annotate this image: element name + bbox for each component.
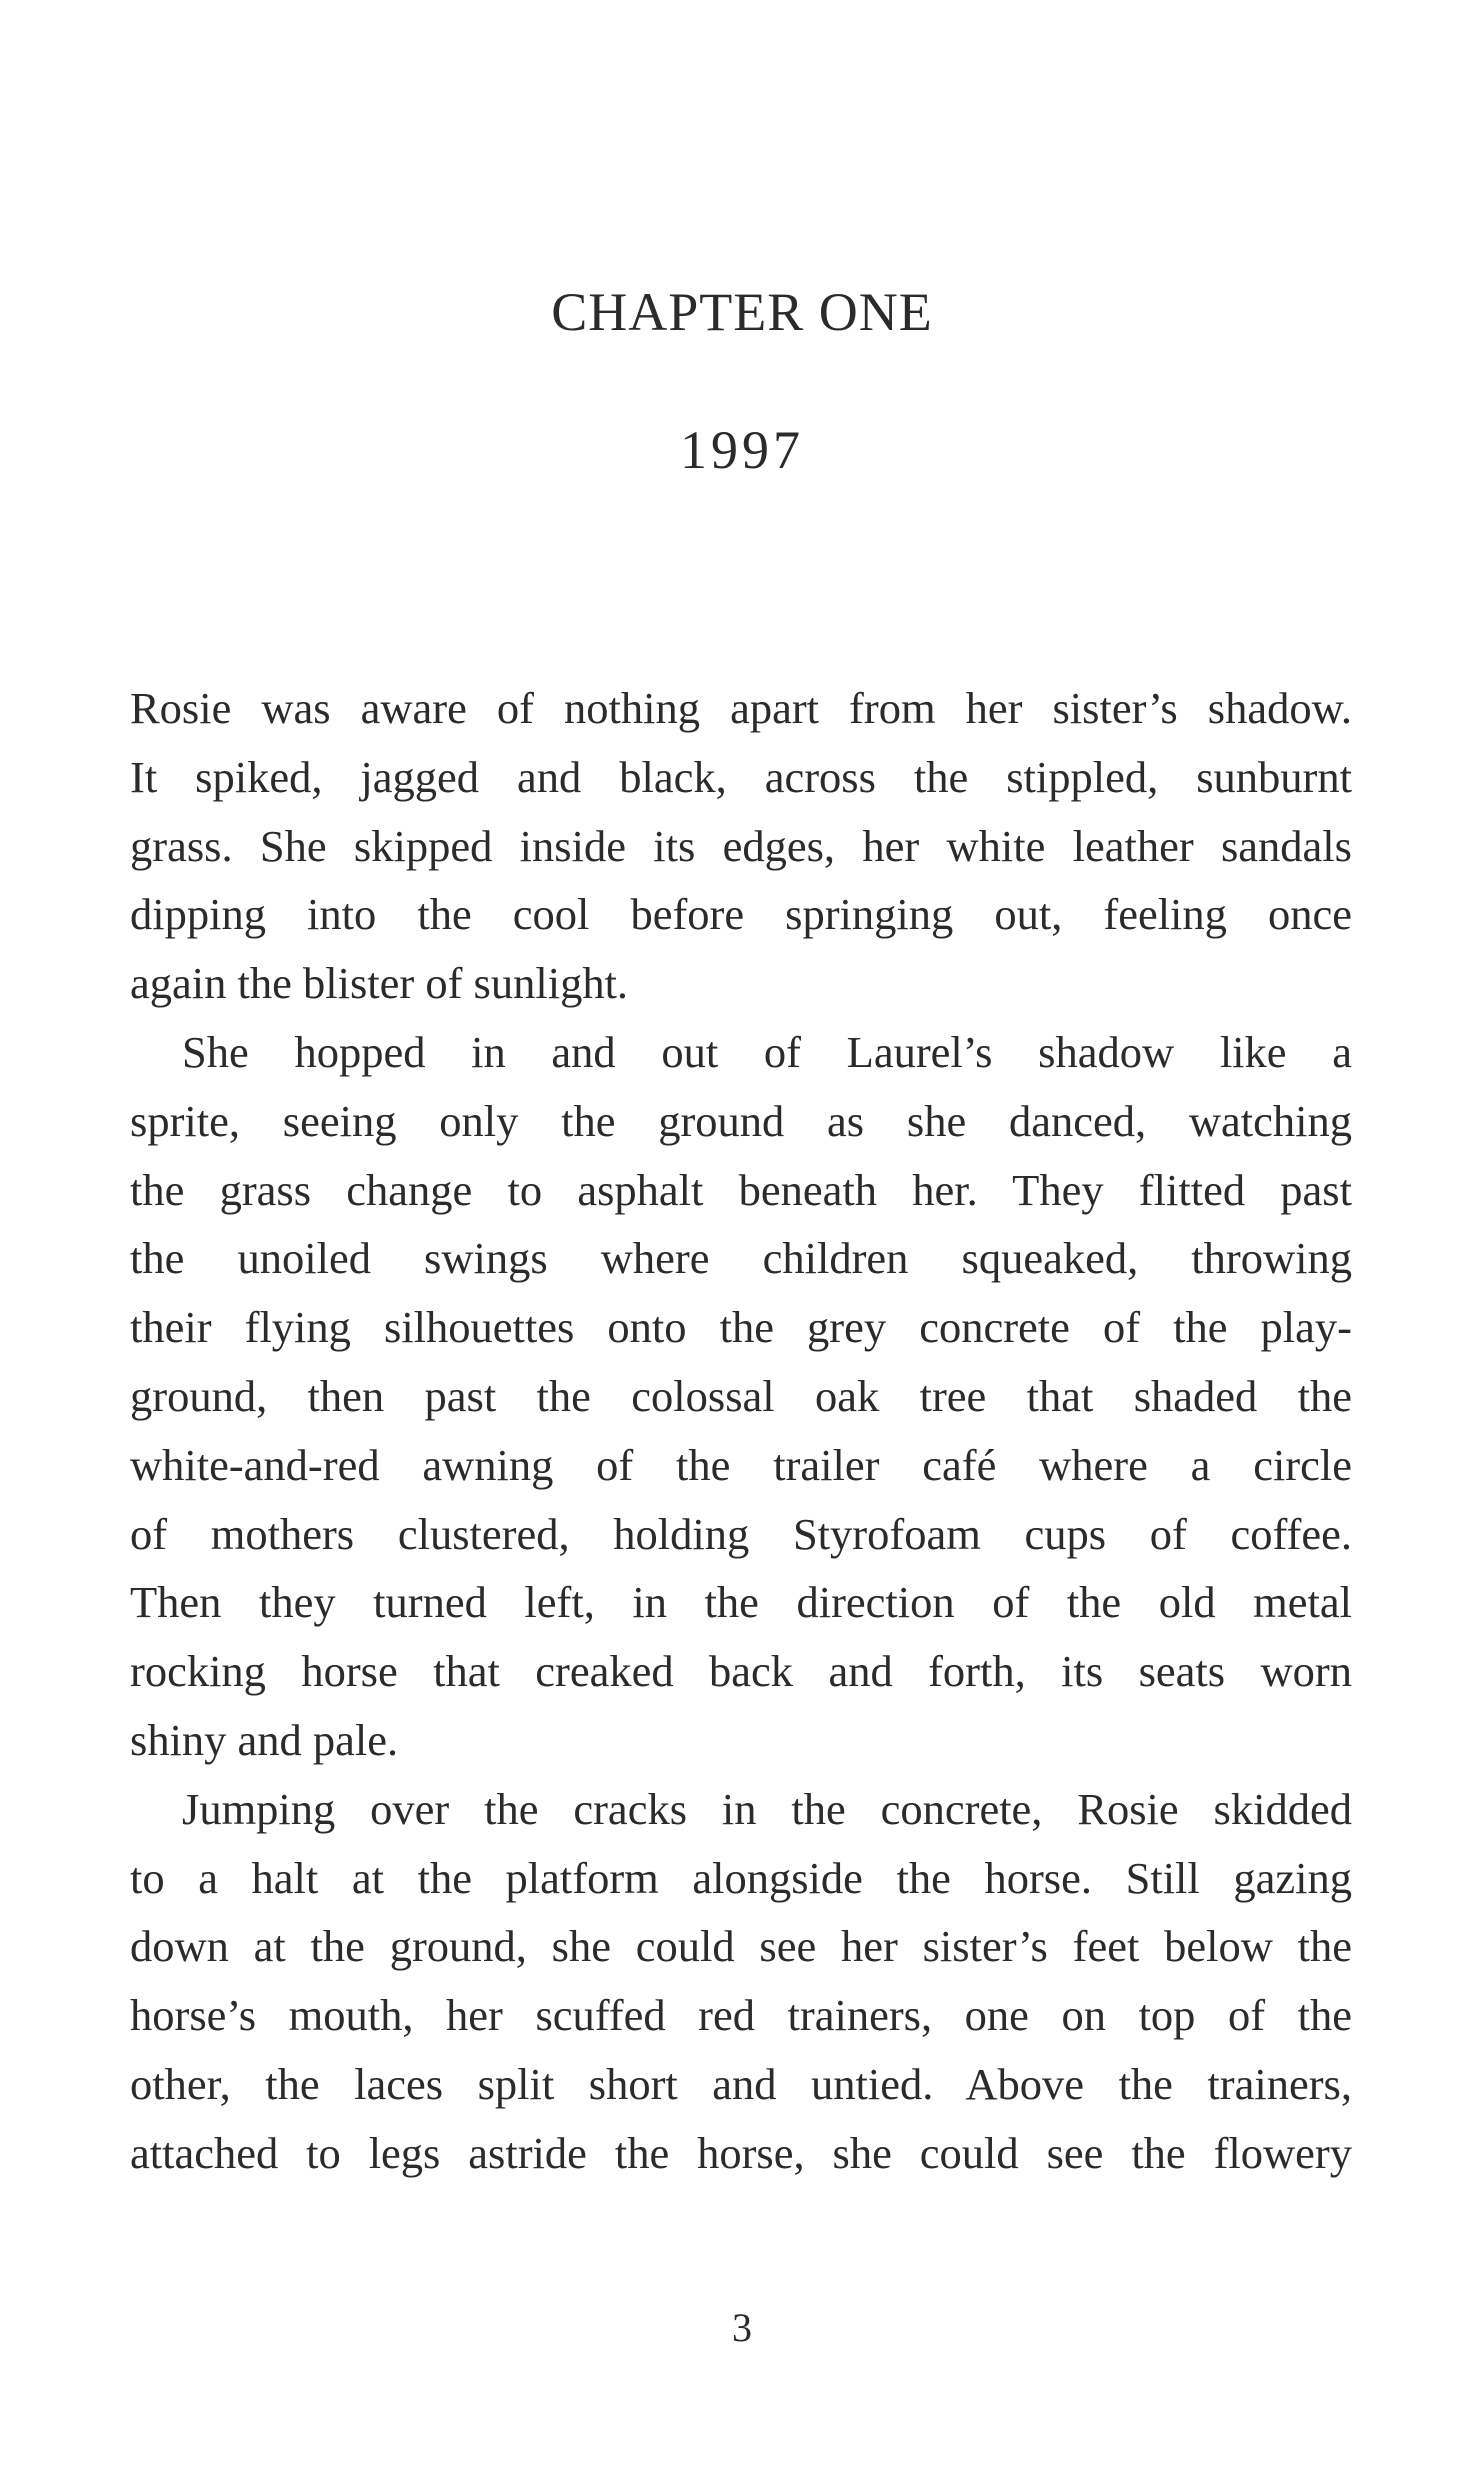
text-line: dipping into the cool before springing out, feeling once bbox=[130, 889, 1352, 940]
text-line: shiny and pale. bbox=[130, 1714, 399, 1765]
text-line: down at the ground, she could see her sister’s feet below the bbox=[130, 1921, 1352, 1972]
chapter-title: CHAPTER ONE bbox=[551, 282, 933, 342]
text-line: She hopped in and out of Laurel’s shadow like a bbox=[182, 1026, 1352, 1077]
body-text bbox=[130, 674, 1352, 2188]
text-line: ground, then past the colossal oak tree that shaded the bbox=[130, 1370, 1352, 1421]
text-line: white-and-red awning of the trailer café where a circle bbox=[130, 1439, 1352, 1490]
text-line: of mothers clustered, holding Styrofoam cups of coffee. bbox=[130, 1508, 1352, 1559]
text-line: rocking horse that creaked back and forth, its seats worn bbox=[130, 1646, 1352, 1697]
text-line: sprite, seeing only the ground as she danced, watching bbox=[130, 1095, 1352, 1146]
text-line: their flying silhouettes onto the grey concrete of the play- bbox=[130, 1302, 1352, 1353]
text-line: Jumping over the cracks in the concrete, Rosie skidded bbox=[182, 1783, 1352, 1834]
text-line: the grass change to asphalt beneath her. They flitted past bbox=[130, 1164, 1352, 1215]
text-line: to a halt at the platform alongside the horse. Still gazing bbox=[130, 1852, 1352, 1903]
text-line: horse’s mouth, her scuffed red trainers, one on top of the bbox=[130, 1990, 1352, 2041]
text-line: attached to legs astride the horse, she could see the flowery bbox=[130, 2127, 1352, 2178]
text-line: again the blister of sunlight. bbox=[130, 958, 629, 1009]
text-line: It spiked, jagged and black, across the stippled, sunburnt bbox=[130, 751, 1352, 802]
text-line: Then they turned left, in the direction of the old metal bbox=[130, 1577, 1352, 1628]
chapter-year: 1997 bbox=[680, 420, 804, 480]
text-line: other, the laces split short and untied. Above the trainers, bbox=[130, 2058, 1352, 2109]
page-number: 3 bbox=[732, 2305, 752, 2350]
text-line: grass. She skipped inside its edges, her white leather sandals bbox=[130, 820, 1352, 871]
text-line: the unoiled swings where children squeaked, throwing bbox=[130, 1233, 1352, 1284]
text-line: Rosie was aware of nothing apart from her sister’s shadow. bbox=[130, 683, 1352, 733]
